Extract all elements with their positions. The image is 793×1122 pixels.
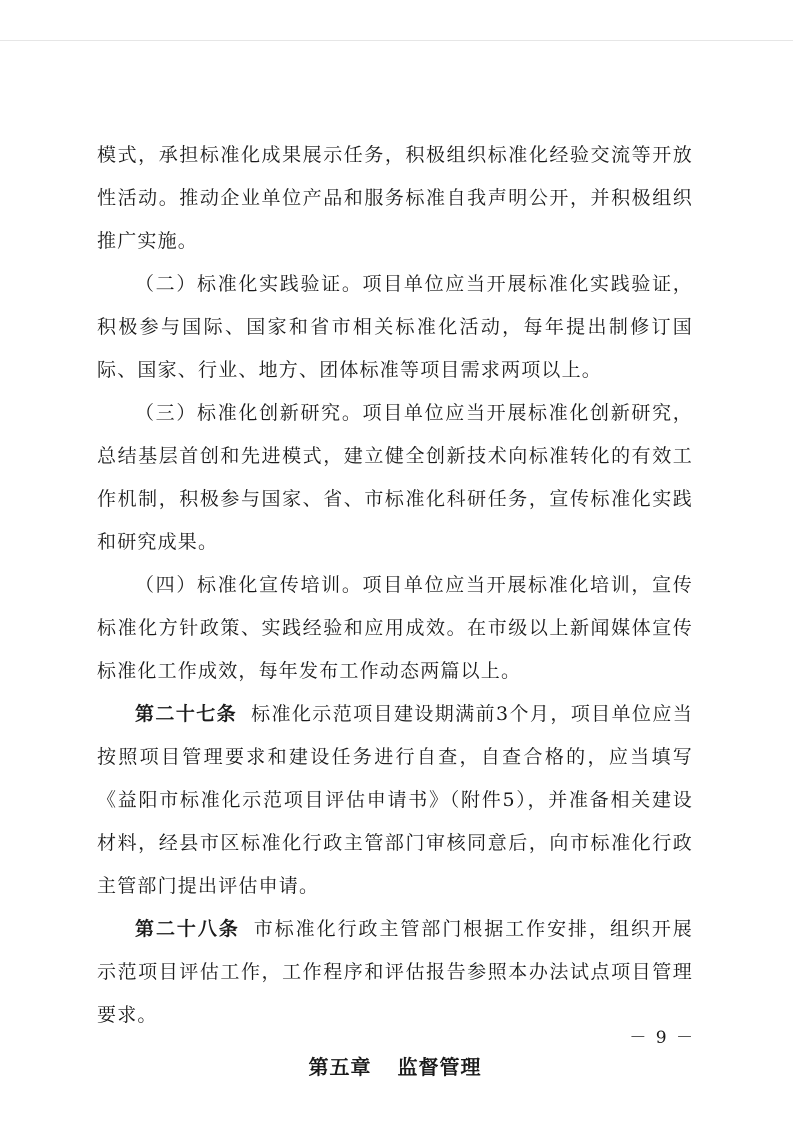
- chapter-number: 第五章: [308, 1055, 372, 1079]
- article-27-label: 第二十七条: [135, 703, 238, 725]
- article-27: [97, 693, 693, 908]
- chapter-heading: [97, 1047, 693, 1087]
- article-28: [97, 908, 693, 1037]
- document-body: [97, 134, 693, 1087]
- page-top-rule: [0, 40, 793, 41]
- article-28-label: 第二十八条: [135, 918, 240, 940]
- paragraph-publicity-training: （四）标准化宣传培训。项目单位应当开展标准化培训，宣传标准化方针政策、实践经验和应用成效。在市级以上新闻媒体宣传标准化工作成效，每年发布工作动态两篇以上。: [97, 574, 693, 682]
- paragraph-innovation-research: （三）标准化创新研究。项目单位应当开展标准化创新研究，总结基层首创和先进模式，建立健全创新技术向标准转化的有效工作机制，积极参与国家、省、市标准化科研任务，宣传标准化实践和研究成果。: [97, 402, 693, 553]
- chapter-title: 监督管理: [397, 1055, 482, 1079]
- paragraph-practice-verification: （二）标准化实践验证。项目单位应当开展标准化实践验证，积极参与国际、国家和省市相关标准化活动，每年提出制修订国际、国家、行业、地方、团体标准等项目需求两项以上。: [97, 273, 693, 381]
- paragraph-continued: 模式，承担标准化成果展示任务，积极组织标准化经验交流等开放性活动。推动企业单位产品和服务标准自我声明公开，并积极组织推广实施。: [97, 144, 693, 252]
- article-28-text: 市标准化行政主管部门根据工作安排，组织开展示范项目评估工作，工作程序和评估报告参照本办法试点项目管理要求。: [97, 918, 693, 1026]
- page-number: － 9 －: [629, 1028, 695, 1048]
- article-27-text: 标准化示范项目建设期满前3个月，项目单位应当按照项目管理要求和建设任务进行自查，自查合格的，应当填写《益阳市标准化示范项目评估申请书》（附件5），并准备相关建设材料，经县市区标准化行政主管部门审核同意后，向市标准化行政主管部门提出评估申请。: [97, 703, 693, 897]
